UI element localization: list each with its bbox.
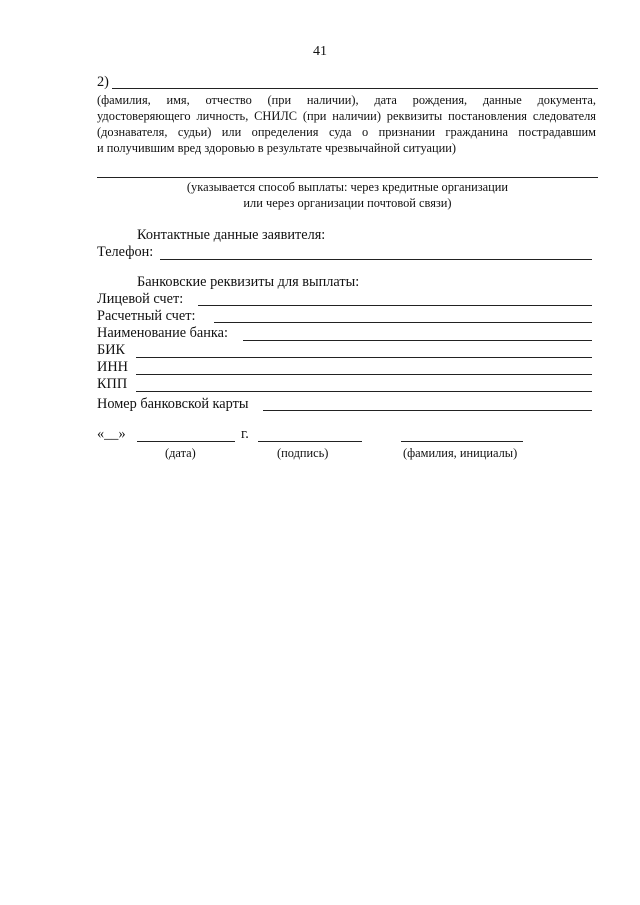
date-field[interactable]	[137, 441, 235, 442]
kpp-label: КПП	[97, 376, 128, 392]
applicant-caption-line-4: и получившим вред здоровью в результате чрезвычайной ситуации)	[97, 141, 456, 155]
date-caption: (дата)	[165, 446, 196, 460]
signature-caption: (подпись)	[277, 446, 329, 460]
personal-account-field[interactable]	[198, 305, 592, 306]
payment-method-caption-line-2: или через организации почтовой связи)	[243, 196, 452, 210]
kpp-field[interactable]	[136, 391, 592, 392]
inn-label: ИНН	[97, 359, 128, 375]
payment-method-caption-line-1: (указывается способ выплаты: через кредитные организации	[186, 180, 509, 194]
settlement-account-label: Расчетный счет:	[97, 308, 196, 324]
date-day-marker: «__»	[97, 426, 126, 442]
year-suffix: г.	[241, 426, 249, 442]
bank-name-field[interactable]	[243, 340, 592, 341]
settlement-account-field[interactable]	[214, 322, 592, 323]
bank-heading: Банковские реквизиты для выплаты:	[137, 274, 360, 290]
name-initials-field[interactable]	[401, 441, 523, 442]
phone-field[interactable]	[160, 259, 592, 260]
applicant-data-line[interactable]	[112, 88, 598, 89]
personal-account-label: Лицевой счет:	[97, 291, 184, 307]
contacts-heading: Контактные данные заявителя:	[137, 227, 326, 243]
page-number: 41	[313, 44, 327, 59]
card-number-label: Номер банковской карты	[97, 396, 249, 412]
signature-field[interactable]	[258, 441, 362, 442]
inn-field[interactable]	[136, 374, 592, 375]
bik-label: БИК	[97, 342, 126, 358]
card-number-field[interactable]	[263, 410, 592, 411]
applicant-caption-line-3: (дознавателя, судьи) или определения суда о признании гражданина пострадавшим	[97, 125, 596, 139]
payment-method-line[interactable]	[97, 177, 598, 178]
applicant-caption-line-1: (фамилия, имя, отчество (при наличии), дата рождения, данные документа,	[97, 93, 596, 107]
bik-field[interactable]	[136, 357, 592, 358]
name-initials-caption: (фамилия, инициалы)	[403, 446, 518, 460]
bank-name-label: Наименование банка:	[97, 325, 228, 341]
item-number: 2)	[97, 74, 109, 90]
applicant-caption-line-2: удостоверяющего личность, СНИЛС (при наличии) реквизиты постановления следователя	[97, 109, 596, 123]
phone-label: Телефон:	[97, 244, 154, 260]
